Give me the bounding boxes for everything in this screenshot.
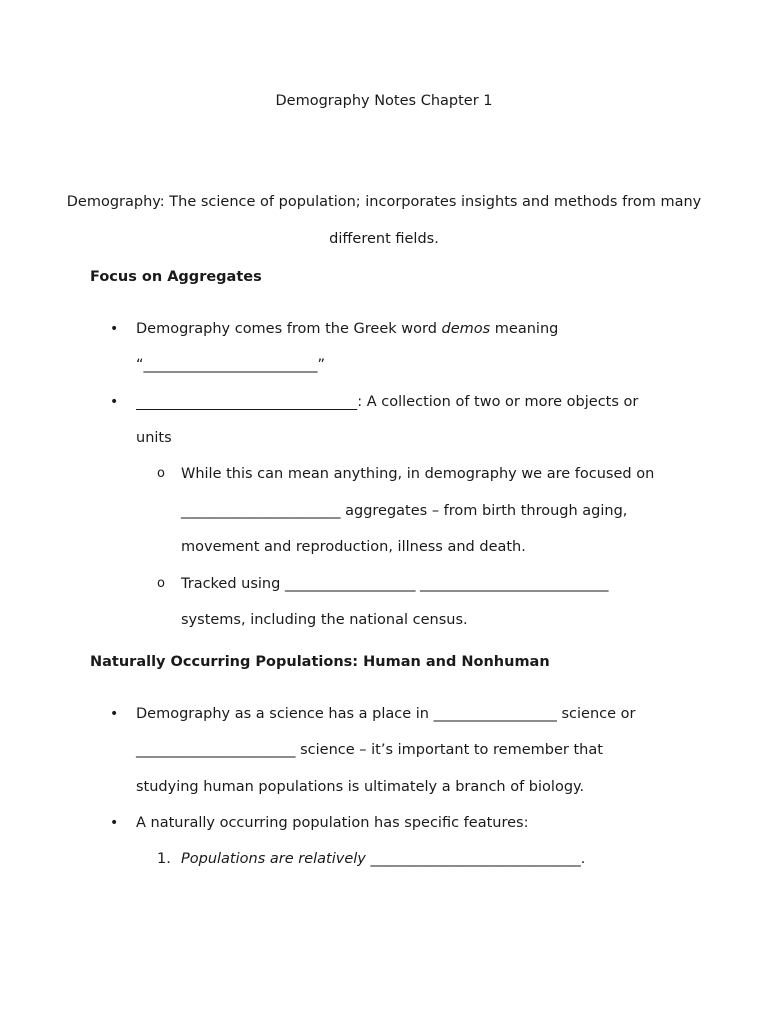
fill-in-blank: __________________________: [420, 575, 609, 592]
bullet-marker: •: [110, 706, 119, 722]
sub-list-item: [0, 456, 768, 566]
bullet-marker: •: [110, 321, 119, 337]
item-text: Demography as a science has a place in: [136, 706, 434, 722]
list-item: [0, 805, 768, 841]
item-text: meaning: [490, 321, 559, 337]
item-text: Populations are relatively: [181, 851, 366, 868]
bullet-marker: •: [110, 393, 119, 410]
fill-in-blank: “________________________”: [136, 357, 326, 374]
aggregates-list: [0, 311, 768, 639]
fill-in-blank: __________________: [284, 575, 416, 592]
populations-list: [0, 696, 768, 878]
fill-in-blank: ______________________: [136, 742, 296, 759]
item-text: science – it’s important to remember that studying human populations is ultimately a branch of biology.: [136, 742, 603, 795]
item-text: While this can mean anything, in demography we are focused on: [181, 466, 655, 483]
intro-definition: Demography: The science of population; incorporates insights and methods from many different fields.: [66, 194, 702, 247]
item-text: A naturally occurring population has specific features:: [136, 814, 529, 831]
page-title: Demography Notes Chapter 1: [275, 93, 493, 109]
fill-in-blank: _____________________________: [370, 851, 581, 868]
item-text: Demography comes from the Greek word: [136, 321, 442, 337]
list-item: [0, 311, 768, 384]
item-text: science or: [556, 706, 636, 722]
fill-in-blank: [136, 394, 357, 410]
section-heading-populations: Naturally Occurring Populations: Human and Nonhuman: [90, 654, 550, 670]
section-heading-aggregates: Focus on Aggregates: [90, 269, 262, 285]
list-item: [0, 384, 768, 457]
fill-in-blank: ______________________: [181, 502, 341, 519]
item-text: aggregates – from birth through aging, movement and reproduction, illness and death.: [181, 502, 628, 556]
item-text: systems, including the national census.: [181, 612, 468, 629]
item-text: Tracked using: [181, 575, 285, 592]
sub-list-item: [0, 566, 768, 639]
item-text: .: [580, 851, 586, 868]
number-marker: 1.: [157, 851, 171, 868]
sub-bullet-marker: o: [157, 575, 165, 591]
item-text: : A collection of two or more objects or units: [136, 393, 639, 446]
numbered-item: [0, 841, 768, 878]
emphasis-text: demos: [441, 321, 491, 337]
bullet-marker: •: [110, 814, 119, 831]
sub-bullet-marker: o: [157, 466, 165, 482]
list-item: [0, 696, 768, 805]
fill-in-blank: _________________: [433, 706, 557, 722]
